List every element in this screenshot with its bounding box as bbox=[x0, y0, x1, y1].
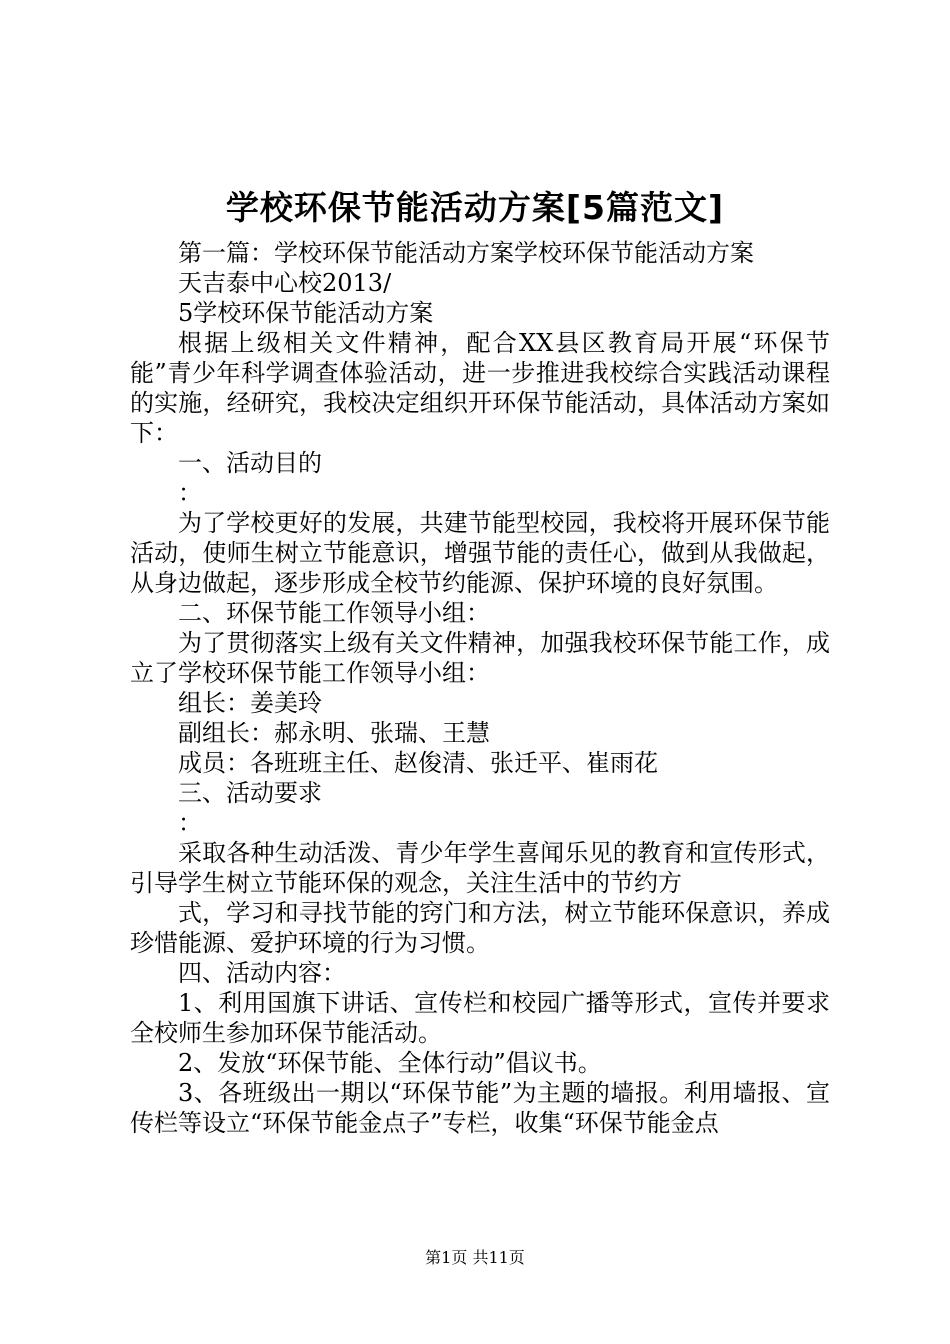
paragraph: 天吉泰中心校2013/ bbox=[178, 269, 392, 297]
section-heading: 二、环保节能工作领导小组： bbox=[178, 599, 490, 627]
paragraph: 2、发放“环保节能、全体行动”倡议书。 bbox=[178, 1049, 602, 1077]
document-body bbox=[130, 238, 830, 1138]
paragraph: 采取各种生动活泼、青少年学生喜闻乐见的教育和宣传形式，引导学生树立节能环保的观念，关注生活中的节约方 bbox=[130, 839, 830, 897]
paragraph: 副组长：郝永明、张瑞、王慧 bbox=[178, 719, 490, 747]
section-heading: 四、活动内容： bbox=[178, 959, 346, 987]
paragraph: 第一篇：学校环保节能活动方案学校环保节能活动方案 bbox=[178, 239, 754, 267]
paragraph: 为了学校更好的发展，共建节能型校园，我校将开展环保节能活动，使师生树立节能意识，增强节能的责任心，做到从我做起，从身边做起，逐步形成全校节约能源、保护环境的良好氛围。 bbox=[130, 509, 830, 597]
paragraph: ： bbox=[178, 809, 202, 837]
section-heading: 三、活动要求 bbox=[178, 779, 322, 807]
paragraph: 为了贯彻落实上级有关文件精神，加强我校环保节能工作，成立了学校环保节能工作领导小组： bbox=[130, 629, 830, 687]
section-heading: 一、活动目的 bbox=[178, 449, 322, 477]
page-footer: 第1页 共11页 bbox=[425, 1248, 525, 1267]
paragraph: 式，学习和寻找节能的窍门和方法，树立节能环保意识，养成珍惜能源、爱护环境的行为习惯。 bbox=[130, 899, 830, 957]
paragraph: 根据上级相关文件精神，配合XX县区教育局开展“环保节能”青少年科学调查体验活动，进一步推进我校综合实践活动课程的实施，经研究，我校决定组织开环保节能活动，具体活动方案如下： bbox=[130, 329, 830, 447]
paragraph: 1、利用国旗下讲话、宣传栏和校园广播等形式，宣传并要求全校师生参加环保节能活动。 bbox=[130, 989, 830, 1047]
document-title: 学校环保节能活动方案[5篇范文] bbox=[225, 188, 725, 227]
paragraph: 成员：各班班主任、赵俊清、张迁平、崔雨花 bbox=[178, 749, 658, 777]
paragraph: 组长：姜美玲 bbox=[178, 689, 322, 717]
paragraph: 5学校环保节能活动方案 bbox=[178, 299, 434, 327]
paragraph: ： bbox=[178, 479, 202, 507]
paragraph: 3、各班级出一期以“环保节能”为主题的墙报。利用墙报、宣传栏等设立“环保节能金点子”专栏，收集“环保节能金点 bbox=[130, 1079, 830, 1137]
